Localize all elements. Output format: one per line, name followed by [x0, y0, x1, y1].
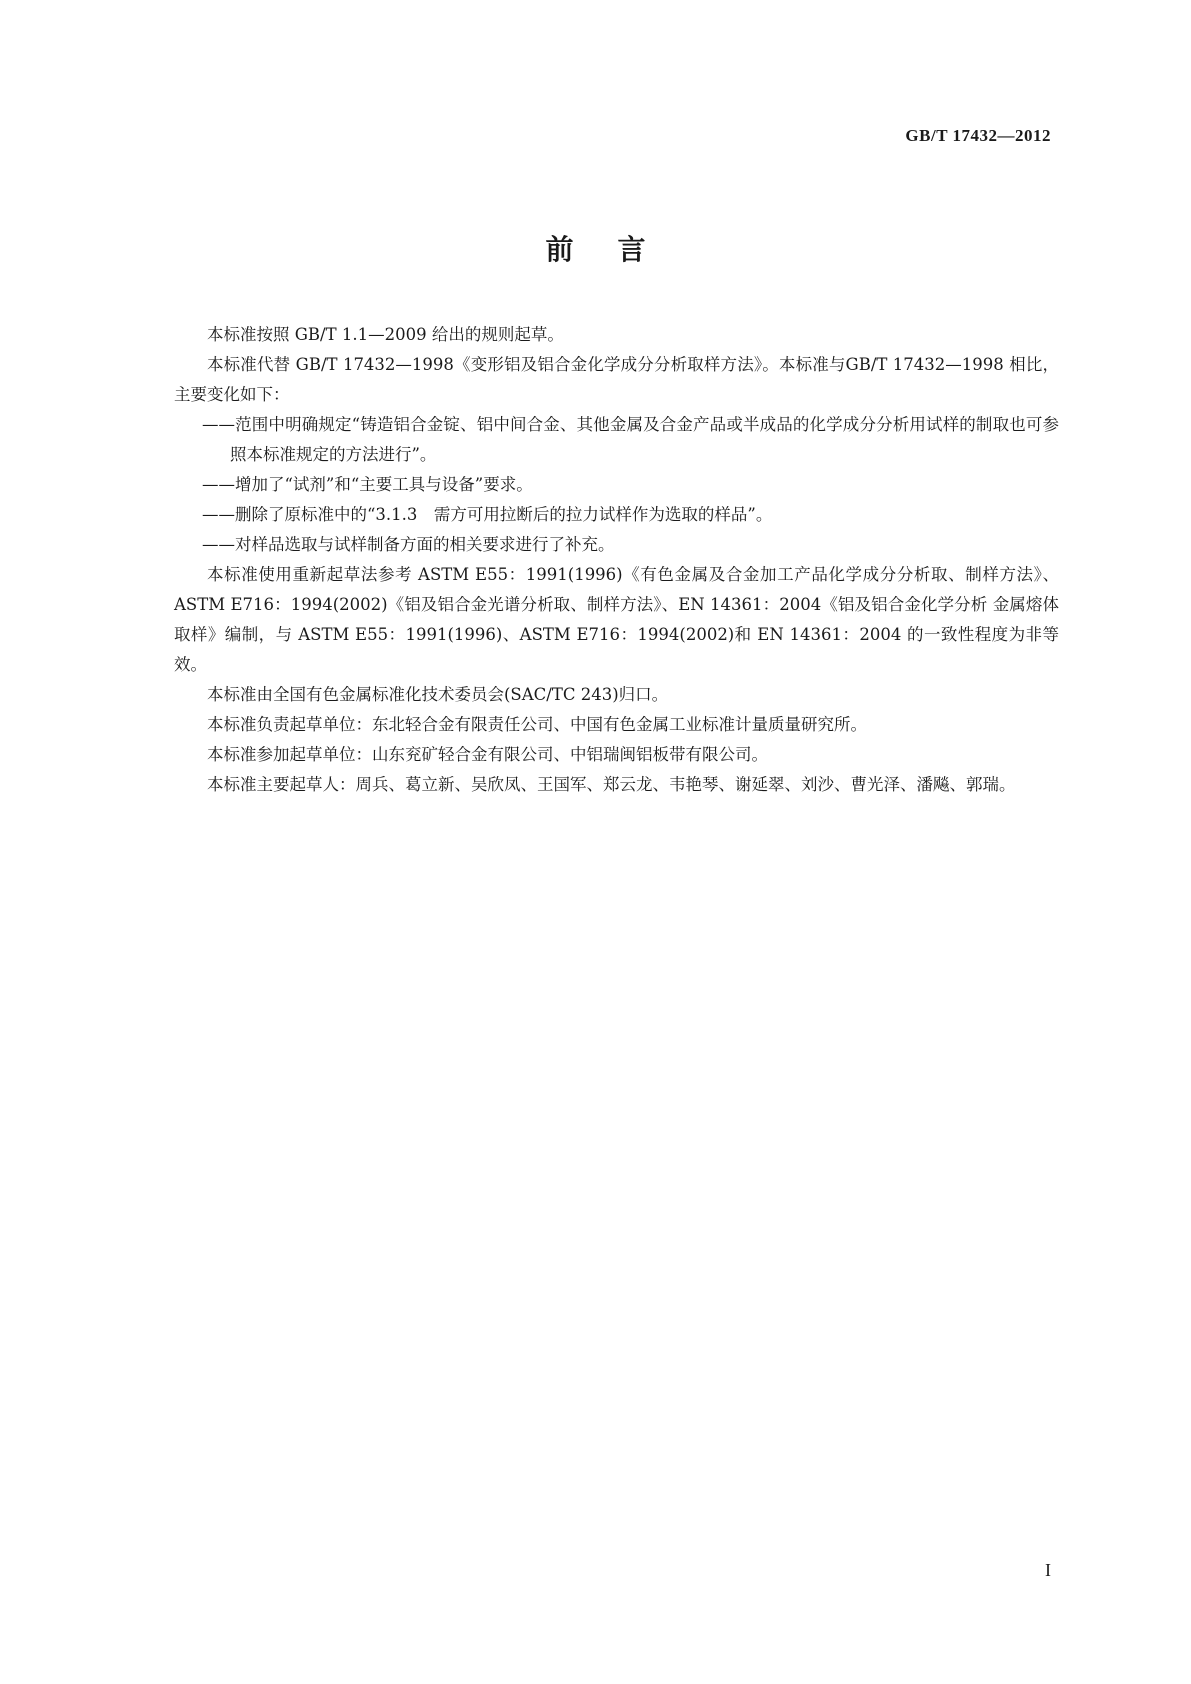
paragraph-committee: 本标准由全国有色金属标准化技术委员会(SAC/TC 243)归口。: [207, 685, 669, 704]
list-item-reagents: ——增加了“试剂”和“主要工具与设备”要求。: [202, 475, 533, 494]
list-item-deleted-clause: ——删除了原标准中的“3.1.3 需方可用拉断后的拉力试样作为选取的样品”。: [202, 505, 773, 524]
paragraph-participating-units: 本标准参加起草单位：山东兖矿轻合金有限公司、中铝瑞闽铝板带有限公司。: [207, 745, 768, 764]
paragraph-responsible-units: 本标准负责起草单位：东北轻合金有限责任公司、中国有色金属工业标准计量质量研究所。: [207, 715, 867, 734]
page-title: 前言: [545, 233, 690, 266]
page-number: I: [1045, 1560, 1051, 1580]
paragraph-drafting-rules: 本标准按照 GB/T 1.1—2009 给出的规则起草。: [207, 325, 564, 344]
list-item-scope: ——范围中明确规定“铸造铝合金锭、铝中间合金、其他金属及合金产品或半成品的化学成分分析用试样的制取也可参照本标准规定的方法进行”。: [202, 415, 1059, 464]
standard-code: GB/T 17432—2012: [905, 126, 1051, 145]
paragraph-replacement: 本标准代替 GB/T 17432—1998《变形铝及铝合金化学成分分析取样方法》。本标准与GB/T 17432—1998 相比，主要变化如下：: [174, 355, 1059, 404]
list-item-supplement: ——对样品选取与试样制备方面的相关要求进行了补充。: [202, 535, 615, 554]
document-body: [174, 320, 1059, 800]
paragraph-references: 本标准使用重新起草法参考 ASTM E55：1991(1996)《有色金属及合金加工产品化学成分分析取、制样方法》、ASTM E716：1994(2002)《铝及铝合金光谱分析取、制样方法》、EN 14361：2004《铝及铝合金化学分析 金属熔体取样》编制，与 ASTM E55：1991(1996)、ASTM E716：1994(2002)和 EN 14361：2004 的一致性程度为非等效。: [174, 565, 1059, 674]
paragraph-drafters: 本标准主要起草人：周兵、葛立新、吴欣凤、王国军、郑云龙、韦艳琴、谢延翠、刘沙、曹光泽、潘飚、郭瑞。: [207, 775, 1016, 794]
